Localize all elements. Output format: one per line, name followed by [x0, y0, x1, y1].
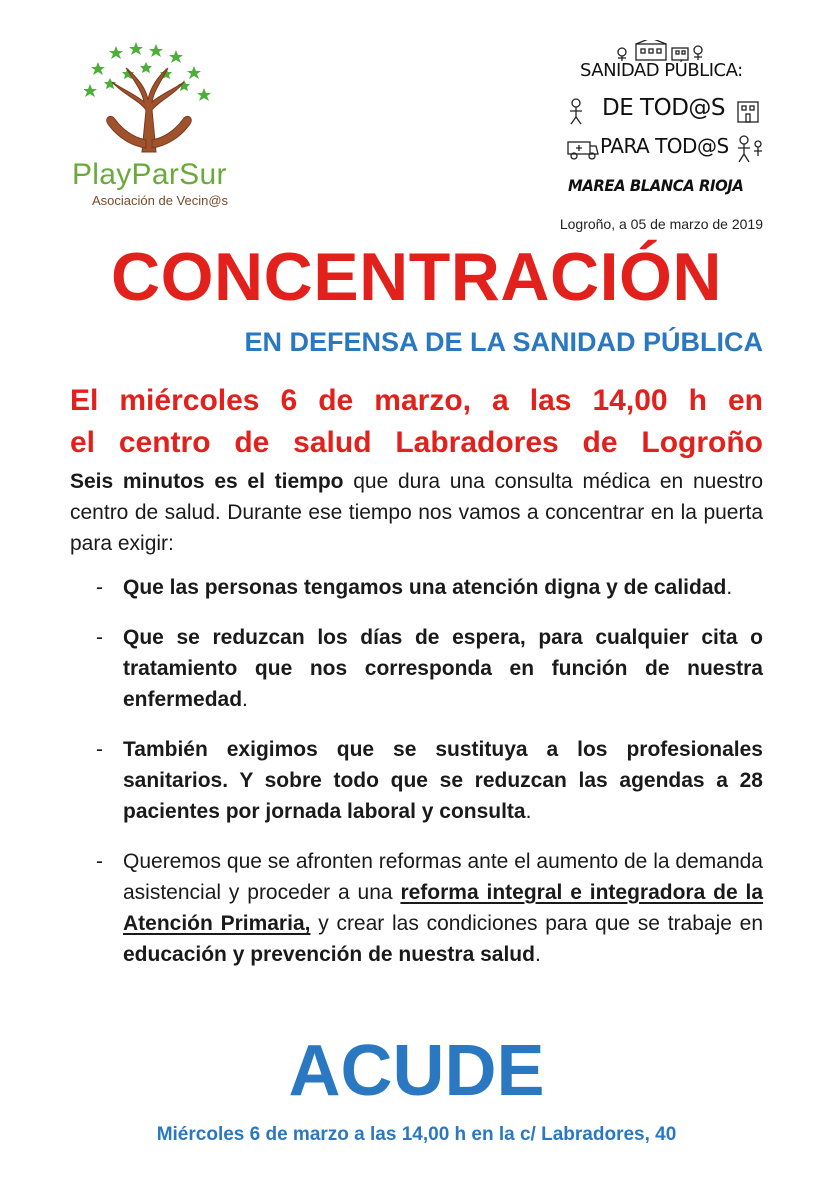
org-name: PlayParSur: [72, 158, 227, 191]
org-subtitle: Asociación de Vecin@s: [92, 193, 229, 208]
tree-hands-icon: [84, 40, 214, 155]
demands-list: [96, 572, 763, 970]
list-item: [96, 572, 763, 603]
call-to-action: ACUDE: [288, 1031, 545, 1111]
ambulance-doodle-icon: [566, 136, 600, 162]
footer-details: Miércoles 6 de marzo a las 14,00 h en la c/ Labradores, 40: [156, 1124, 677, 1145]
people-doodle-icon-right: [732, 132, 766, 166]
demand-4-text-b: y crear las condiciones para que se trabaje en: [310, 912, 764, 935]
demand-3-end: .: [525, 800, 532, 823]
demand-2-end: .: [242, 688, 248, 711]
list-item: [96, 846, 763, 970]
date-line: Logroño, a 05 de marzo de 2019: [559, 216, 763, 232]
logo-line-4: MAREA BLANCA RIOJA: [568, 176, 744, 195]
list-item: [96, 734, 763, 827]
marea-blanca-logo: [566, 40, 766, 210]
logo-line-3: PARA TOD@S: [600, 134, 729, 158]
page-subtitle: EN DEFENSA DE LA SANIDAD PÚBLICA: [244, 327, 763, 357]
demand-4-text-a: Queremos que se afronten reformas ante el aumento de la demanda asistencial y proceder a una: [123, 850, 763, 904]
people-doodle-icon: [566, 95, 596, 125]
playparsur-logo: [70, 40, 250, 215]
intro-text: que dura una consulta médica en nuestro centro de salud. Durante ese tiempo nos vamos a concentrar en la puerta para exigir:: [70, 470, 764, 555]
page-title: CONCENTRACIÓN: [111, 239, 722, 315]
demand-4-underlined: reforma integral e integradora de la Atención Primaria,: [123, 881, 763, 935]
logo-line-1: SANIDAD PÚBLICA:: [580, 60, 743, 81]
intro-paragraph: [70, 466, 763, 559]
event-line-2: el centro de salud Labradores de Logroño: [70, 426, 763, 459]
list-item: [96, 622, 763, 715]
event-line-1: El miércoles 6 de marzo, a las 14,00 h en: [70, 384, 763, 417]
intro-bold: Seis minutos es el tiempo: [70, 470, 344, 493]
hospital-doodle-icon: [606, 40, 726, 62]
logo-line-2: DE TOD@S: [602, 95, 726, 121]
demand-4-end: .: [534, 943, 541, 966]
demand-1-bold: Que las personas tengamos una atención digna y de calidad: [123, 576, 727, 599]
demand-1-end: .: [726, 576, 733, 599]
demand-3-bold: También exigimos que se sustituya a los profesionales sanitarios. Y sobre todo que se reduzcan las agendas a 28 pacientes por jornada laboral y consulta: [123, 738, 763, 823]
demand-4-bold: educación y prevención de nuestra salud: [123, 943, 535, 966]
building-doodle-icon: [734, 96, 764, 126]
demand-2-bold: Que se reduzcan los días de espera, para cualquier cita o tratamiento que nos corresponda en función de nuestra enfermedad: [123, 626, 763, 711]
